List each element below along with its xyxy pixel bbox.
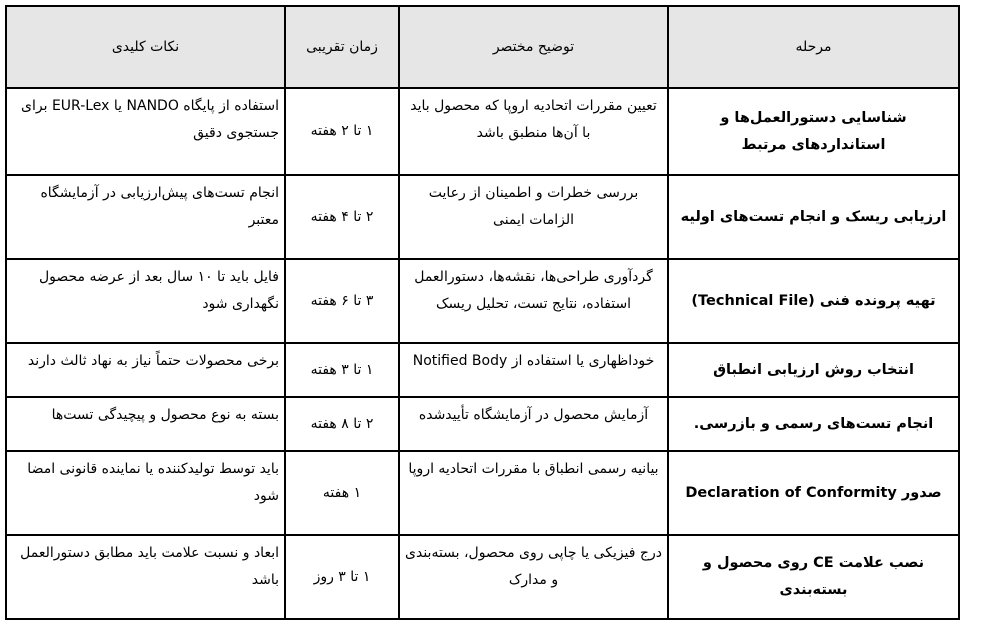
time-cell: ۱ تا ۲ هفته [285,88,399,175]
notes-cell: بسته به نوع محصول و پیچیدگی تست‌ها [6,397,285,451]
stage-cell: تهیه پرونده فنی (Technical File) [668,259,959,343]
stage-cell: شناسایی دستورالعمل‌ها و استانداردهای مرتبط [668,88,959,175]
stage-cell: نصب علامت CE روی محصول و بسته‌بندی [668,535,959,619]
table-row [6,259,959,343]
header-description: توضیح مختصر [399,6,668,88]
description-cell: گردآوری طراحی‌ها، نقشه‌ها، دستورالعمل استفاده، نتایج تست، تحلیل ریسک [399,259,668,343]
time-cell: ۱ تا ۳ روز [285,535,399,619]
notes-cell: استفاده از پایگاه NANDO یا EUR-Lex برای جستجوی دقیق [6,88,285,175]
notes-cell: فایل باید تا ۱۰ سال بعد از عرضه محصول نگهداری شود [6,259,285,343]
description-cell: بیانیه رسمی انطباق با مقررات اتحادیه اروپا [399,451,668,535]
header-stage: مرحله [668,6,959,88]
header-time: زمان تقریبی [285,6,399,88]
time-cell: ۳ تا ۶ هفته [285,259,399,343]
stage-cell: صدور Declaration of Conformity [668,451,959,535]
description-cell: درج فیزیکی یا چاپی روی محصول، بسته‌بندی و مدارک [399,535,668,619]
description-cell: تعیین مقررات اتحادیه اروپا که محصول باید با آن‌ها منطبق باشد [399,88,668,175]
ce-process-table [5,5,960,620]
table-row [6,175,959,259]
description-cell: بررسی خطرات و اطمینان از رعایت الزامات ایمنی [399,175,668,259]
table-row [6,88,959,175]
header-notes: نکات کلیدی [6,6,285,88]
description-cell: آزمایش محصول در آزمایشگاه تأییدشده [399,397,668,451]
notes-cell: باید توسط تولیدکننده یا نماینده قانونی امضا شود [6,451,285,535]
stage-cell: انتخاب روش ارزیابی انطباق [668,343,959,397]
time-cell: ۱ هفته [285,451,399,535]
time-cell: ۱ تا ۳ هفته [285,343,399,397]
time-cell: ۲ تا ۴ هفته [285,175,399,259]
stage-cell: ارزیابی ریسک و انجام تست‌های اولیه [668,175,959,259]
table-row [6,535,959,619]
time-cell: ۲ تا ۸ هفته [285,397,399,451]
table-row [6,451,959,535]
table-row [6,397,959,451]
notes-cell: برخی محصولات حتماً نیاز به نهاد ثالث دارند [6,343,285,397]
notes-cell: انجام تست‌های پیش‌ارزیابی در آزمایشگاه معتبر [6,175,285,259]
description-cell: خوداظهاری یا استفاده از Notified Body [399,343,668,397]
notes-cell: ابعاد و نسبت علامت باید مطابق دستورالعمل باشد [6,535,285,619]
table-row [6,343,959,397]
header-row [6,6,959,88]
stage-cell: انجام تست‌های رسمی و بازرسی. [668,397,959,451]
